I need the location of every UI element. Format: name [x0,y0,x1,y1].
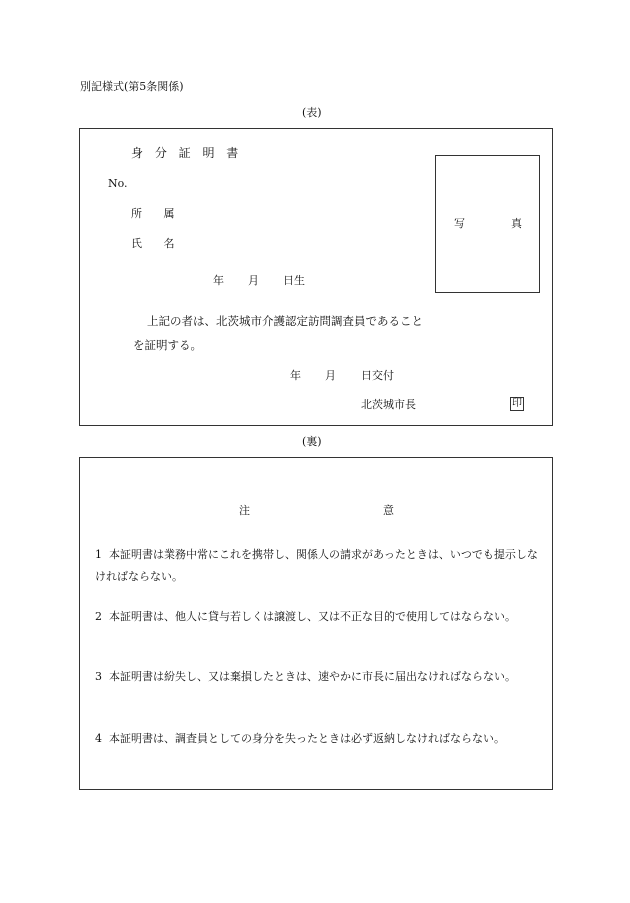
notice-item-number: 1 [95,548,102,561]
notice-item-text: 本証明書は紛失し、又は棄損したときは、速やかに市長に届出なければならない。 [109,670,516,683]
issuer-name: 北茨城市長 [361,398,416,411]
affiliation-label: 所 属 [131,207,175,220]
birth-day-label: 日生 [283,274,305,287]
back-label: (裏) [302,435,322,448]
notice-item [95,666,545,688]
issue-month-label: 月 [325,369,336,382]
front-label: (表) [302,106,322,119]
notice-item-text: 本証明書は、他人に貸与若しくは譲渡し、又は不正な目的で使用してはならない。 [109,610,516,623]
certification-line1: 上記の者は、北茨城市介護認定訪問調査員であること [147,314,423,328]
notice-item-number: 3 [95,670,102,683]
photo-label-char2: 真 [511,217,522,230]
birth-month-label: 月 [248,274,259,287]
notice-item-text: 本証明書は、調査員としての身分を失ったときは必ず返納しなければならない。 [109,732,505,745]
notice-item-text: 本証明書は業務中常にこれを携帯し、関係人の請求があったときは、いつでも提示しなければならない。 [95,548,538,583]
name-label: 氏 名 [131,237,175,250]
notice-heading-char2: 意 [383,504,394,517]
birth-year-label: 年 [213,274,224,287]
certification-line2: を証明する。 [133,338,202,352]
photo-label-char1: 写 [454,217,465,230]
seal-mark: 印 [512,398,522,409]
notice-item-number: 2 [95,610,102,623]
issue-year-label: 年 [290,369,301,382]
notice-item [95,544,545,588]
card-title: 身 分 証 明 書 [131,146,239,160]
form-title: 別記様式(第5条関係) [80,80,184,93]
issue-day-label: 日交付 [361,369,394,382]
notice-heading-char1: 注 [239,504,250,517]
notice-item [95,606,545,628]
photo-frame [435,155,540,293]
notice-item [95,728,545,750]
number-label: No. [108,177,128,190]
notice-item-number: 4 [95,732,102,745]
